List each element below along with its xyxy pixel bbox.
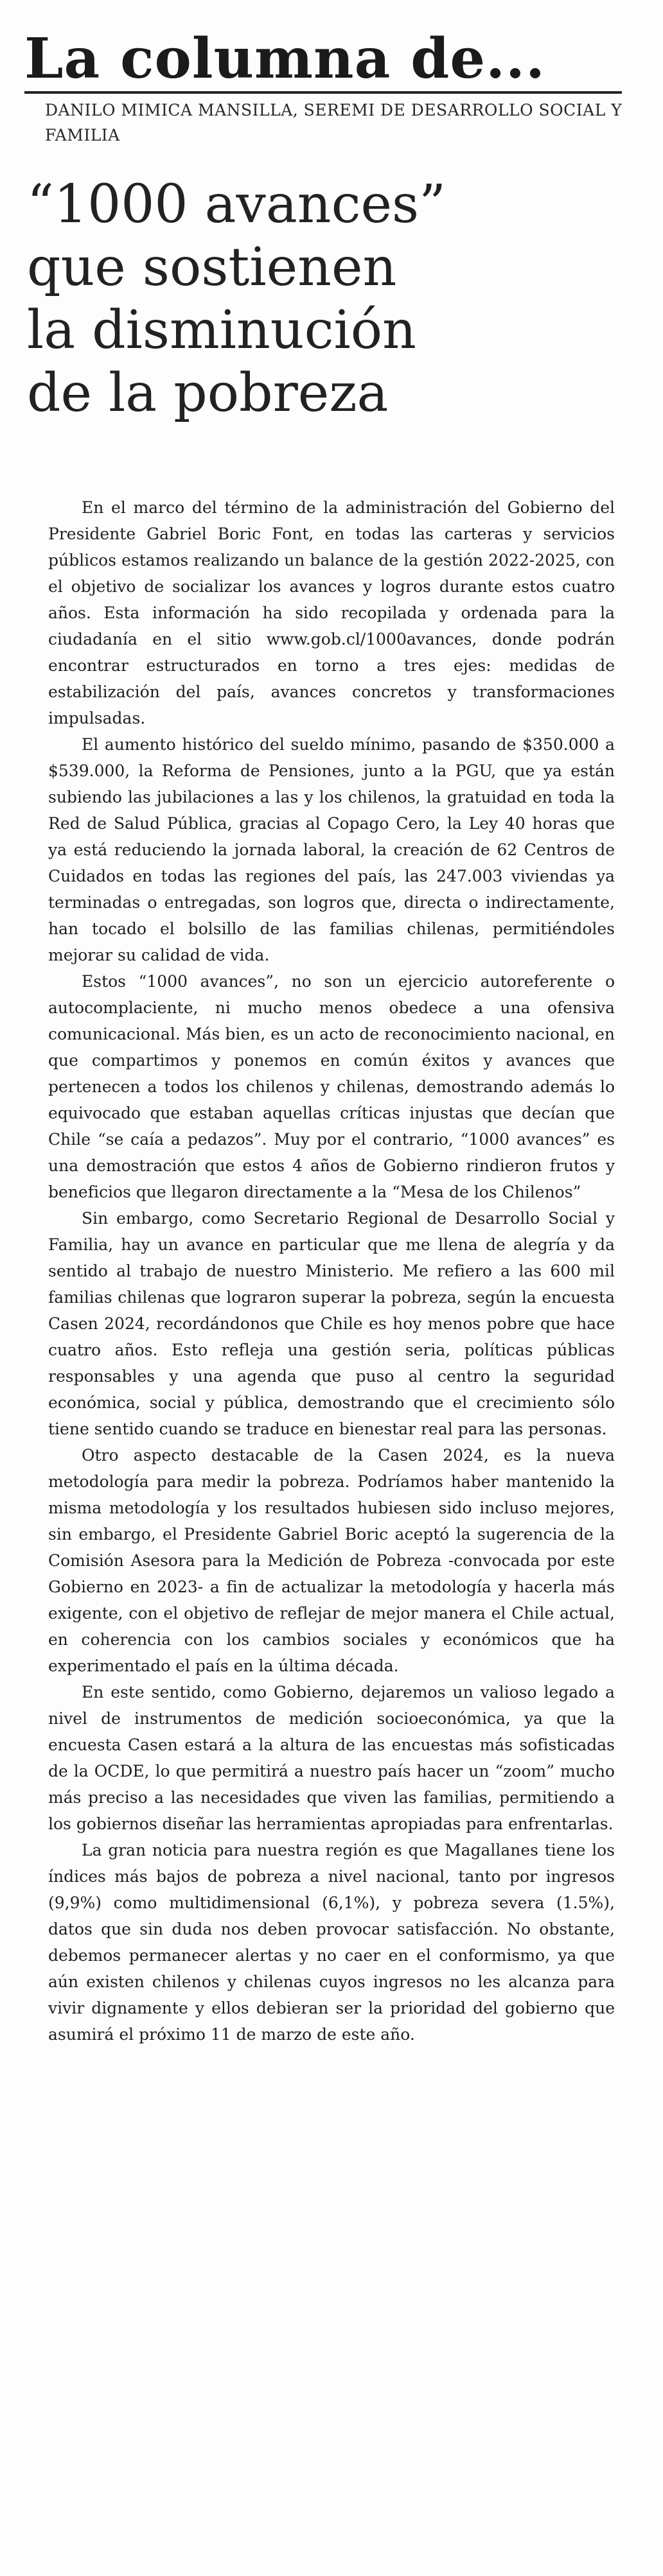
body-paragraph: La gran noticia para nuestra región es que Magallanes tiene los índices más bajos de pobreza a nivel nacional, tanto por ingresos (9,9%) como multidimensional (6,1%), y pobreza severa (1.5%), datos que sin duda nos deben provocar satisfacción. No obstante, debemos permanecer alertas y no caer en el conformismo, ya que aún existen chilenos y chilenas cuyos ingresos no les alcanza para vivir dignamente y ellos debieran ser la prioridad del gobierno que asumirá el próximo 11 de marzo de este año. [48,1841,615,2044]
article-headline [27,173,637,425]
author-byline: DANILO MIMICA MANSILLA, SEREMI DE DESARROLLO SOCIAL Y FAMILIA [45,101,623,144]
headline-line: que sostienen [27,237,397,298]
headline-line: la disminución [27,300,416,361]
article-body [48,494,615,2048]
body-paragraph: Otro aspecto destacable de la Casen 2024, es la nueva metodología para medir la pobreza. Podríamos haber mantenido la misma metodología y los resultados hubiesen sido incluso mejores, sin embargo, el Presidente Gabriel Boric aceptó la sugerencia de la Comisión Asesora para la Medición de Pobreza -convocada por este Gobierno en 2023- a fin de actualizar la metodología y hacerla más exigente, con el objetivo de reflejar de mejor manera el Chile actual, en coherencia con los cambios sociales y económicos que ha experimentado el país en la última década. [48,1446,615,1675]
headline-line: de la pobreza [27,363,389,424]
body-paragraph: Sin embargo, como Secretario Regional de Desarrollo Social y Familia, hay un avance en particular que me llena de alegría y da sentido al trabajo de nuestro Ministerio. Me refiero a las 600 mil familias chilenas que lograron superar la pobreza, según la encuesta Casen 2024, recordándonos que Chile es hoy menos pobre que hace cuatro años. Esto refleja una gestión seria, políticas públicas responsables y una agenda que puso al centro la seguridad económica, social y pública, demostrando que el crecimiento sólo tiene sentido cuando se traduce en bienestar real para las personas. [48,1209,615,1438]
headline-line: “1000 avances” [27,174,446,235]
body-paragraph: El aumento histórico del sueldo mínimo, pasando de $350.000 a $539.000, la Reforma de Pensiones, junto a la PGU, que ya están subiendo las jubilaciones a las y los chilenos, la gratuidad en toda la Red de Salud Pública, gracias al Copago Cero, la Ley 40 horas que ya está reduciendo la jornada laboral, la creación de 62 Centros de Cuidados en todas las regiones del país, las 247.003 viviendas ya terminadas o entregadas, son logros que, directa o indirectamente, han tocado el bolsillo de las familias chilenas, permitiéndoles mejorar su calidad de vida. [48,735,615,964]
body-paragraph: En el marco del término de la administración del Gobierno del Presidente Gabriel Boric Font, en todas las carteras y servicios públicos estamos realizando un balance de la gestión 2022-2025, con el objetivo de socializar los avances y logros durante estos cuatro años. Esta información ha sido recopilada y ordenada para la ciudadanía en el sitio www.gob.cl/1000avances, donde podrán encontrar estructurados en torno a tres ejes: medidas de estabilización del país, avances concretos y transformaciones impulsadas. [48,498,615,727]
body-paragraph: Estos “1000 avances”, no son un ejercicio autoreferente o autocomplaciente, ni mucho menos obedece a una ofensiva comunicacional. Más bien, es un acto de reconocimiento nacional, en que compartimos y ponemos en común éxitos y avances que pertenecen a todos los chilenos y chilenas, demostrando además lo equivocado que estaban aquellas críticas injustas que decían que Chile “se caía a pedazos”. Muy por el contrario, “1000 avances” es una demostración que estos 4 años de Gobierno rindieron frutos y beneficios que llegaron directamente a la “Mesa de los Chilenos” [48,972,615,1201]
column-section-title: La columna de... [24,26,545,91]
title-rule [24,91,622,94]
body-paragraph: En este sentido, como Gobierno, dejaremos un valioso legado a nivel de instrumentos de medición socioeconómica, ya que la encuesta Casen estará a la altura de las encuestas más sofisticadas de la OCDE, lo que permitirá a nuestro país hacer un “zoom” mucho más preciso a las necesidades que viven las familias, permitiendo a los gobiernos diseñar las herramientas apropiadas para enfrentarlas. [48,1683,615,1833]
